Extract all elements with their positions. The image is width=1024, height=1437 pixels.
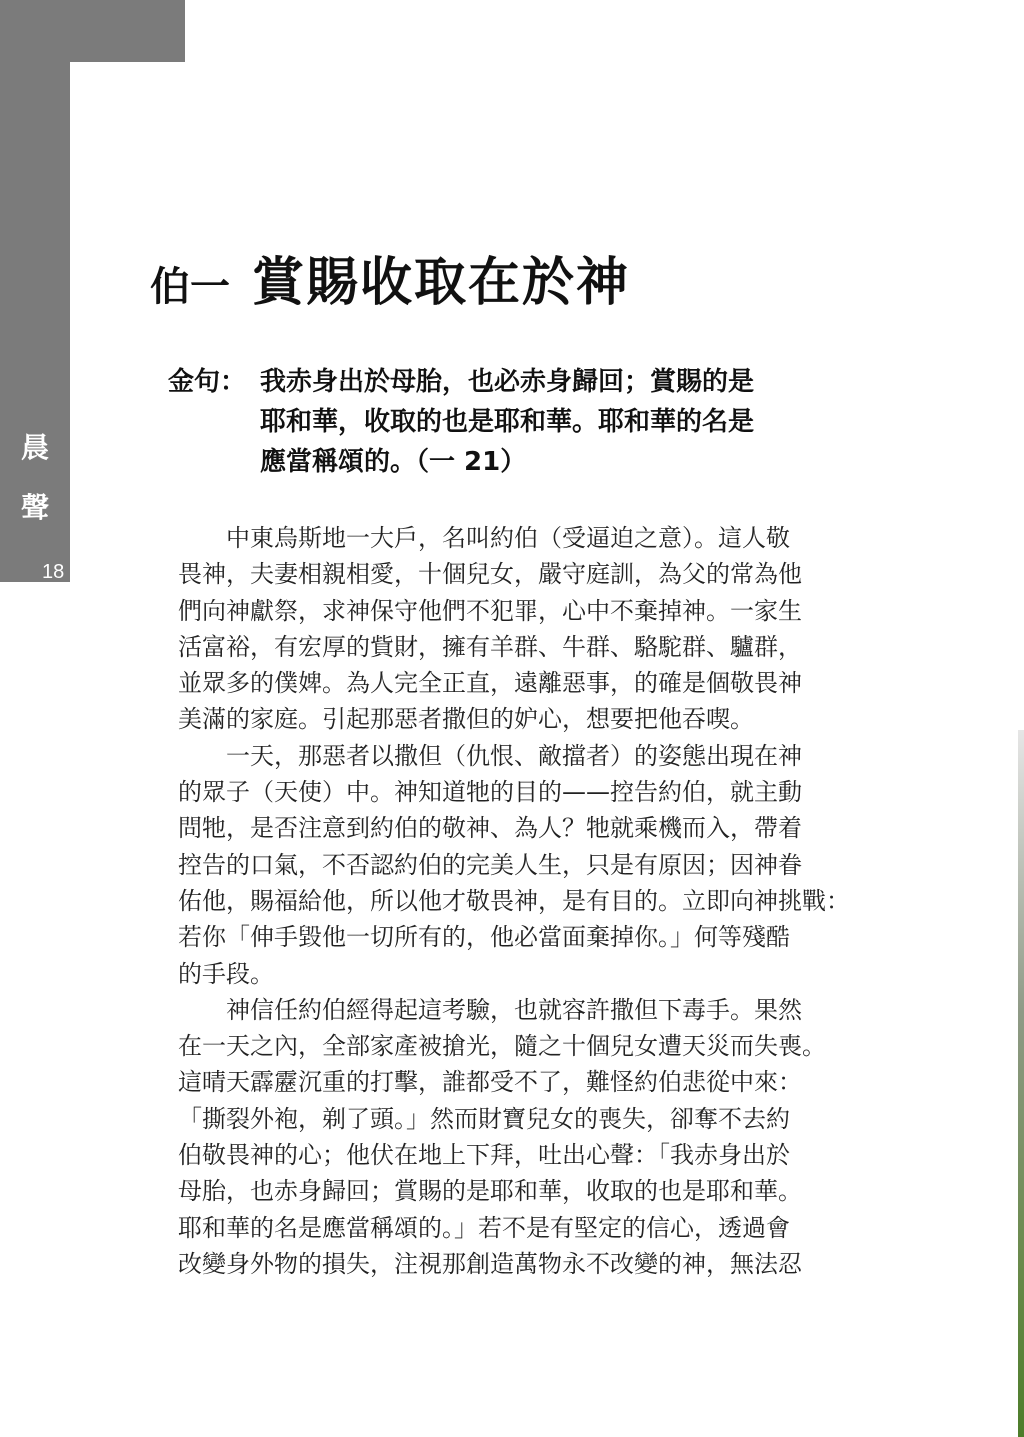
chapter-heading xyxy=(150,240,630,315)
page-number: 18 xyxy=(42,561,65,583)
text-line: 一天，那惡者以撒但（仇恨、敵擋者）的姿態出現在神 xyxy=(178,741,802,770)
paragraph xyxy=(178,520,898,738)
running-title-char: 晨 xyxy=(20,431,49,464)
running-title-char: 聲 xyxy=(20,491,49,524)
text-line: 問牠，是否注意到約伯的敬神、為人？牠就乘機而入，帶着 xyxy=(178,814,802,843)
text-line: 們向神獻祭，求神保守他們不犯罪，心中不棄掉神。一家生 xyxy=(178,596,802,625)
text-line: 活富裕，有宏厚的貲財，擁有羊群、牛群、駱駝群、驢群， xyxy=(178,632,802,661)
text-line: 改變身外物的損失，注視那創造萬物永不改變的神，無法忍 xyxy=(178,1249,802,1278)
golden-verse-text xyxy=(260,362,860,482)
page-edge-decoration xyxy=(1018,730,1024,1437)
chapter-title: 賞賜收取在於神 xyxy=(252,252,631,313)
text-line: 畏神，夫妻相親相愛，十個兒女，嚴守庭訓，為父的常為他 xyxy=(178,560,802,589)
text-line: 的眾子（天使）中。神知道牠的目的——控告約伯，就主動 xyxy=(178,778,802,807)
verse-line: 應當稱頌的。（一 21） xyxy=(260,447,527,477)
paragraph xyxy=(178,992,898,1282)
text-line: 耶和華的名是應當稱頌的。」若不是有堅定的信心，透過會 xyxy=(178,1213,790,1242)
text-line: 並眾多的僕婢。為人完全正直，遠離惡事，的確是個敬畏神 xyxy=(178,669,802,698)
text-line: 母胎，也赤身歸回；賞賜的是耶和華，收取的也是耶和華。 xyxy=(178,1177,802,1206)
text-line: 的手段。 xyxy=(178,959,274,988)
text-line: 伯敬畏神的心；他伏在地上下拜，吐出心聲：「我赤身出於 xyxy=(178,1141,790,1170)
text-line: 佑他，賜福給他，所以他才敬畏神，是有目的。立即向神挑戰： xyxy=(178,886,850,915)
golden-verse xyxy=(168,362,888,482)
body-text xyxy=(178,520,898,1282)
text-line: 若你「伸手毀他一切所有的，他必當面棄掉你。」何等殘酷 xyxy=(178,923,790,952)
text-line: 中東烏斯地一大戶，名叫約伯（受逼迫之意）。這人敬 xyxy=(178,524,790,552)
running-title xyxy=(0,428,70,548)
verse-line: 耶和華，收取的也是耶和華。耶和華的名是 xyxy=(260,407,755,437)
text-line: 在一天之內，全部家產被搶光，隨之十個兒女遭天災而失喪。 xyxy=(178,1032,826,1061)
golden-verse-label: 金句： xyxy=(168,367,247,397)
paragraph xyxy=(178,738,898,992)
text-line: 這晴天霹靂沉重的打擊，誰都受不了，難怪約伯悲從中來： xyxy=(178,1068,802,1097)
text-line: 神信任約伯經得起這考驗，也就容許撒但下毒手。果然 xyxy=(178,995,802,1024)
chapter-book-ref: 伯一 xyxy=(150,263,230,310)
text-line: 「撕裂外袍，剃了頭。」然而財寶兒女的喪失，卻奪不去約 xyxy=(178,1104,790,1133)
text-line: 美滿的家庭。引起那惡者撒但的妒心，想要把他吞喫。 xyxy=(178,705,754,734)
text-line: 控告的口氣，不否認約伯的完美人生，只是有原因；因神眷 xyxy=(178,850,802,879)
verse-line: 我赤身出於母胎，也必赤身歸回；賞賜的是 xyxy=(260,367,755,397)
